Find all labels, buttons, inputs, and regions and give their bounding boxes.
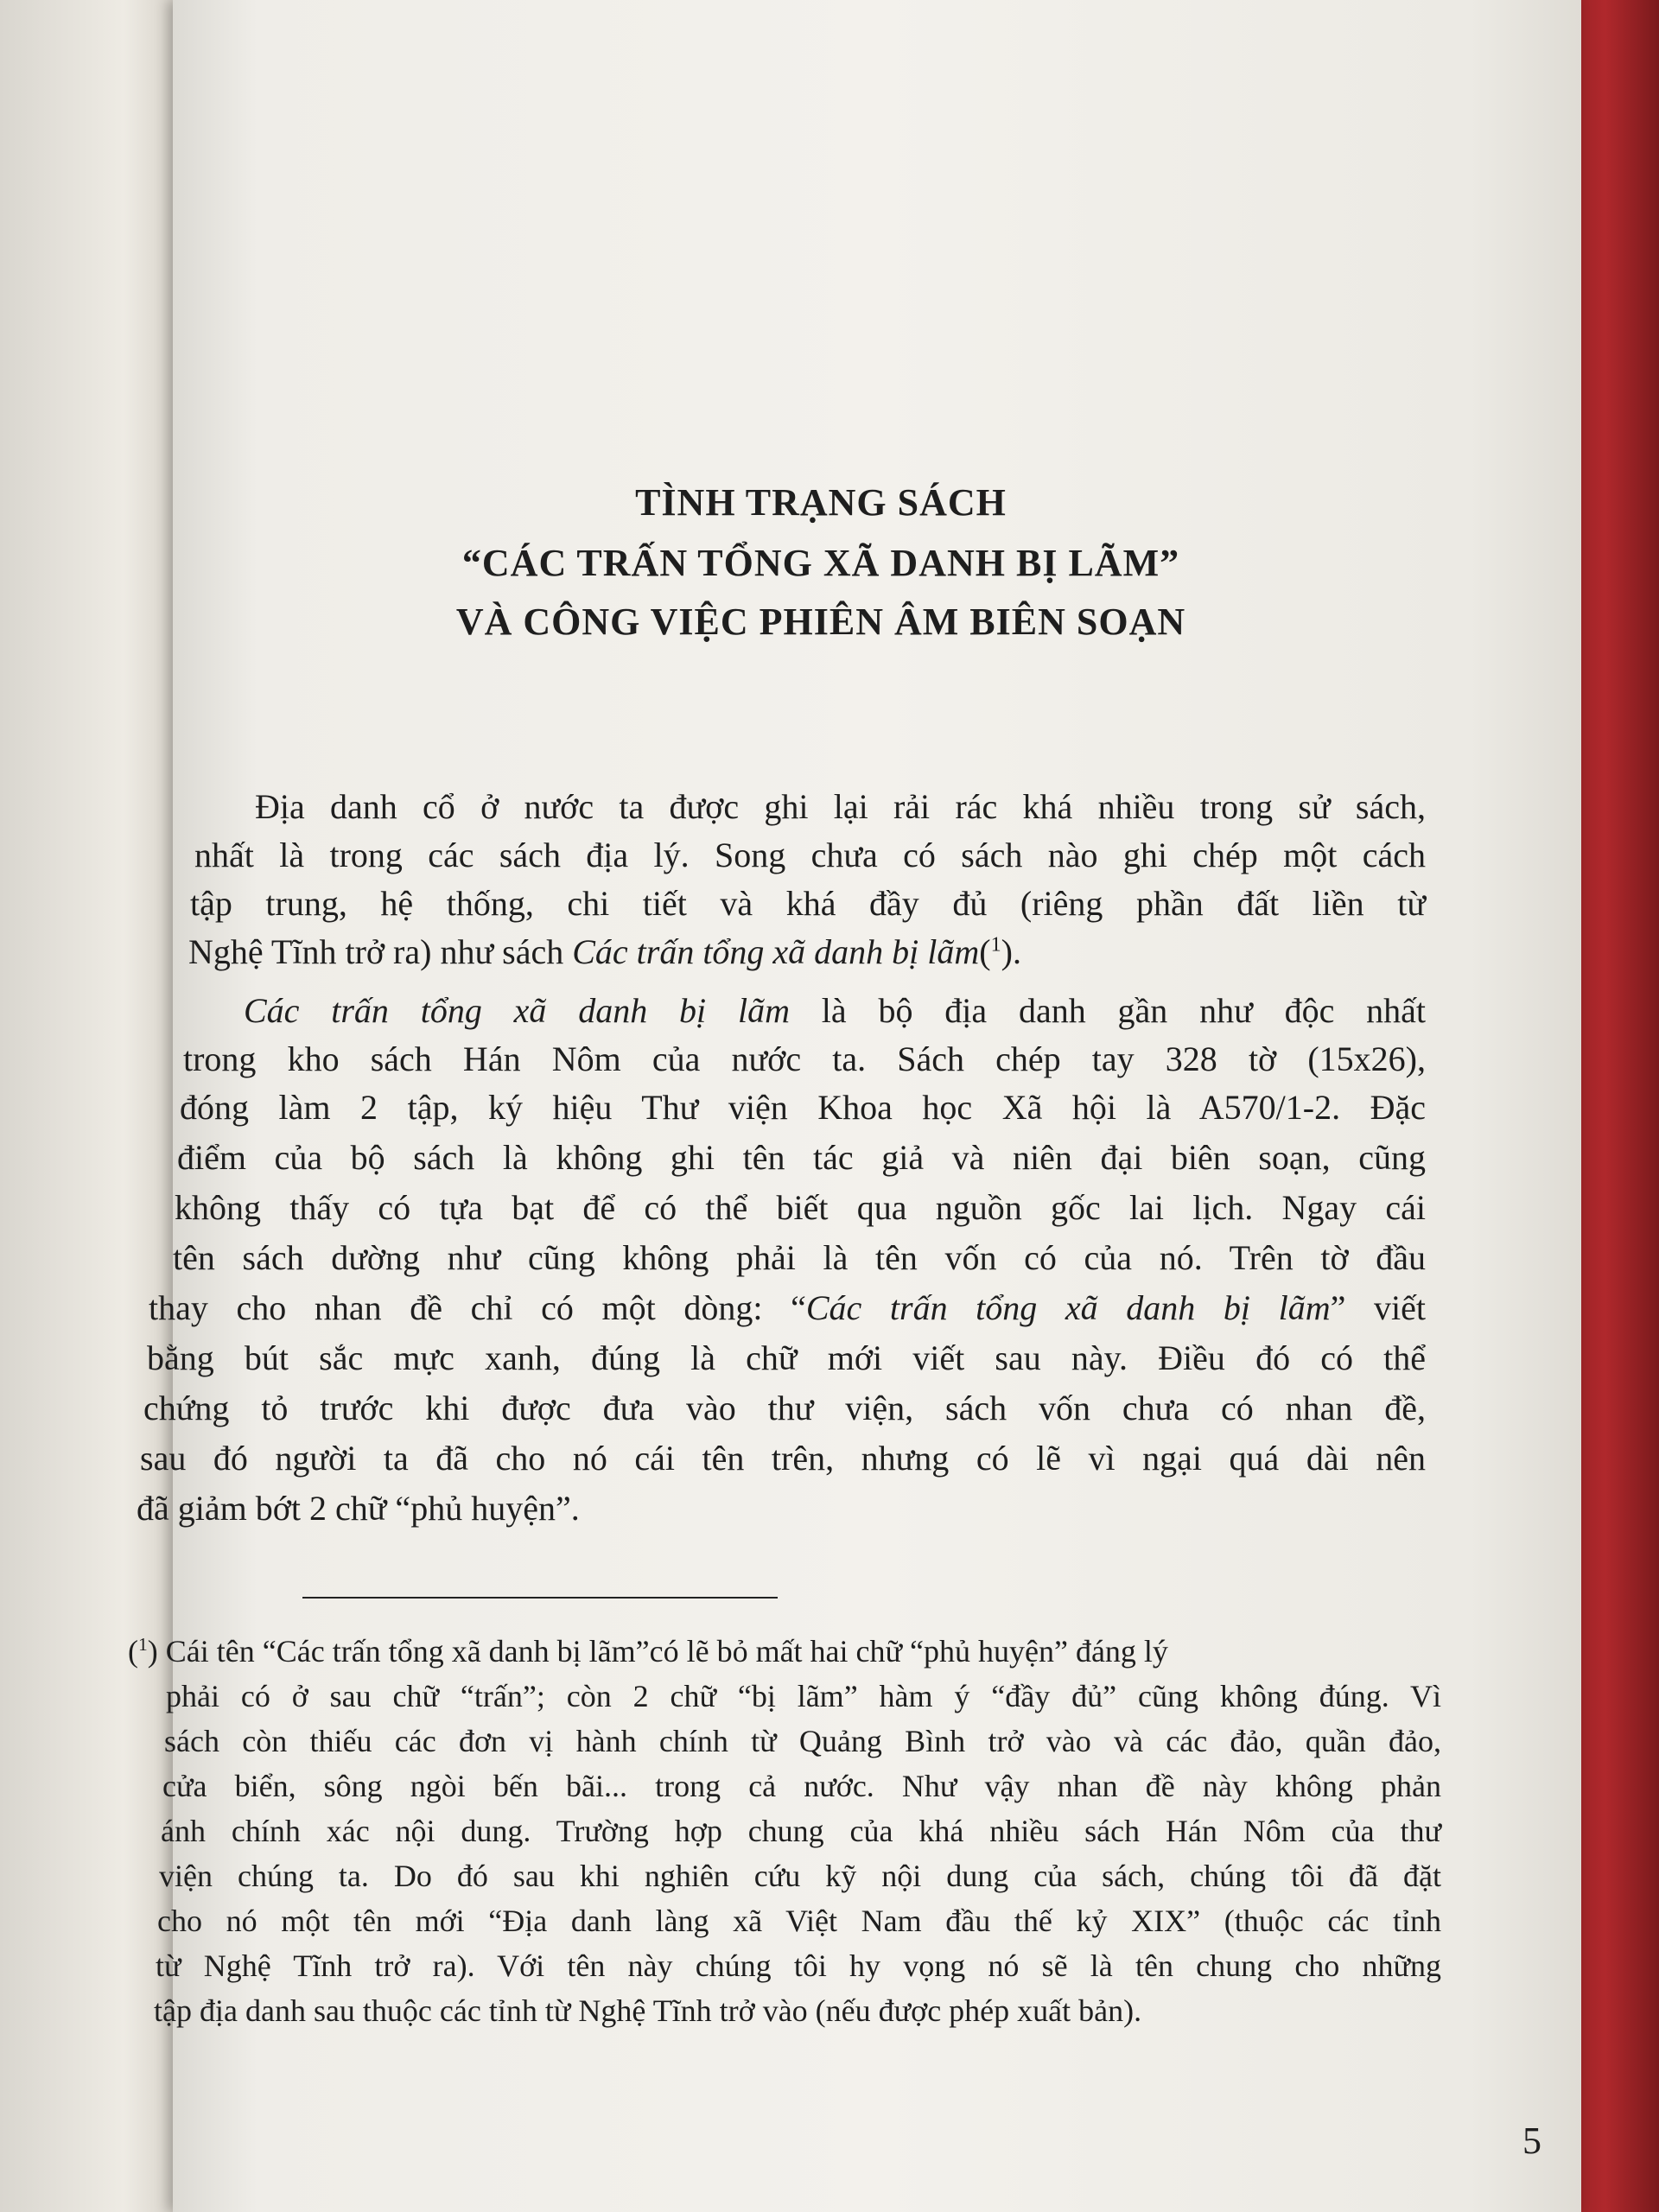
fn-line-5: ánh chính xác nội dung. Trường hợp chung của khá nhiều sách Hán Nôm của thư xyxy=(161,1814,1441,1848)
p1-line-4: Nghệ Tĩnh trở ra) như sách Các trấn tổng xã danh bị lãm($^1$). xyxy=(188,932,1021,971)
p2-line-4: điểm của bộ sách là không ghi tên tác giả và niên đại biên soạn, cũng xyxy=(177,1138,1426,1177)
fn-line-3: sách còn thiếu các đơn vị hành chính từ Quảng Bình trở vào và các đảo, quần đảo, xyxy=(164,1724,1441,1758)
book-page xyxy=(128,0,1581,2212)
fn-line-8: từ Nghệ Tĩnh trở ra). Với tên này chúng tôi hy vọng nó sẽ là tên chung cho những xyxy=(156,1948,1441,1983)
left-page-edge xyxy=(0,0,177,2212)
title-line-1: TÌNH TRẠNG SÁCH xyxy=(635,481,1007,524)
p2-line-11: đã giảm bớt 2 chữ “phủ huyện”. xyxy=(137,1489,580,1528)
p1-line-2: nhất là trong các sách địa lý. Song chưa có sách nào ghi chép một cách xyxy=(194,836,1426,874)
fn-line-7: cho nó một tên mới “Địa danh làng xã Việt Nam đầu thế kỷ XIX” (thuộc các tỉnh xyxy=(157,1904,1441,1938)
footnote-divider xyxy=(302,1597,778,1599)
p2-line-1: Các trấn tổng xã danh bị lãm là bộ địa danh gần như độc nhất xyxy=(244,991,1427,1030)
fn-line-9: tập địa danh sau thuộc các tỉnh từ Nghệ Tĩnh trở vào (nếu được phép xuất bản). xyxy=(154,1993,1142,2028)
book-title-italic: Các trấn tổng xã danh bị lãm xyxy=(572,932,980,971)
p2-line-5: không thấy có tựa bạt để có thể biết qua nguồn gốc lai lịch. Ngay cái xyxy=(175,1188,1426,1227)
title-line-2: “CÁC TRẤN TỔNG XÃ DANH BỊ LÃM” xyxy=(461,542,1180,584)
fn-line-2: phải có ở sau chữ “trấn”; còn 2 chữ “bị lãm” hàm ý “đầy đủ” cũng không đúng. Vì xyxy=(166,1679,1441,1713)
p2-line-8: bằng bút sắc mực xanh, đúng là chữ mới viết sau này. Điều đó có thể xyxy=(147,1338,1426,1377)
p2-line-7: thay cho nhan đề chỉ có một dòng: “Các trấn tổng xã danh bị lãm” viết xyxy=(149,1288,1427,1327)
p1-line-1: Địa danh cổ ở nước ta được ghi lại rải rác khá nhiều trong sử sách, xyxy=(255,787,1426,826)
title-line-3: VÀ CÔNG VIỆC PHIÊN ÂM BIÊN SOẠN xyxy=(455,601,1186,643)
p2-line-3: đóng làm 2 tập, ký hiệu Thư viện Khoa học Xã hội là A570/1-2. Đặc xyxy=(180,1088,1426,1127)
page-number: 5 xyxy=(1522,2120,1541,2162)
p2-line-10: sau đó người ta đã cho nó cái tên trên, nhưng có lẽ vì ngại quá dài nên xyxy=(140,1439,1426,1478)
p2-line-6: tên sách dường như cũng không phải là tên vốn có của nó. Trên tờ đầu xyxy=(173,1238,1426,1277)
fn-line-6: viện chúng ta. Do đó sau khi nghiên cứu kỹ nội dung của sách, chúng tôi đã đặt xyxy=(159,1859,1441,1893)
footnote-ref: 1 xyxy=(990,933,1001,957)
p1-line-3: tập trung, hệ thống, chi tiết và khá đầy đủ (riêng phần đất liền từ xyxy=(190,884,1426,923)
fn-line-1: ($^1$) Cái tên “Các trấn tổng xã danh bị lãm”có lẽ bỏ mất hai chữ “phủ huyện” đáng lý xyxy=(128,1634,1168,1669)
fn-line-4: cửa biển, sông ngòi bến bãi... trong cả nước. Như vậy nhan đề này không phản xyxy=(162,1769,1441,1803)
p2-line-2: trong kho sách Hán Nôm của nước ta. Sách chép tay 328 tờ (15x26), xyxy=(183,1039,1426,1078)
p2-line-9: chứng tỏ trước khi được đưa vào thư viện, sách vốn chưa có nhan đề, xyxy=(143,1389,1426,1427)
